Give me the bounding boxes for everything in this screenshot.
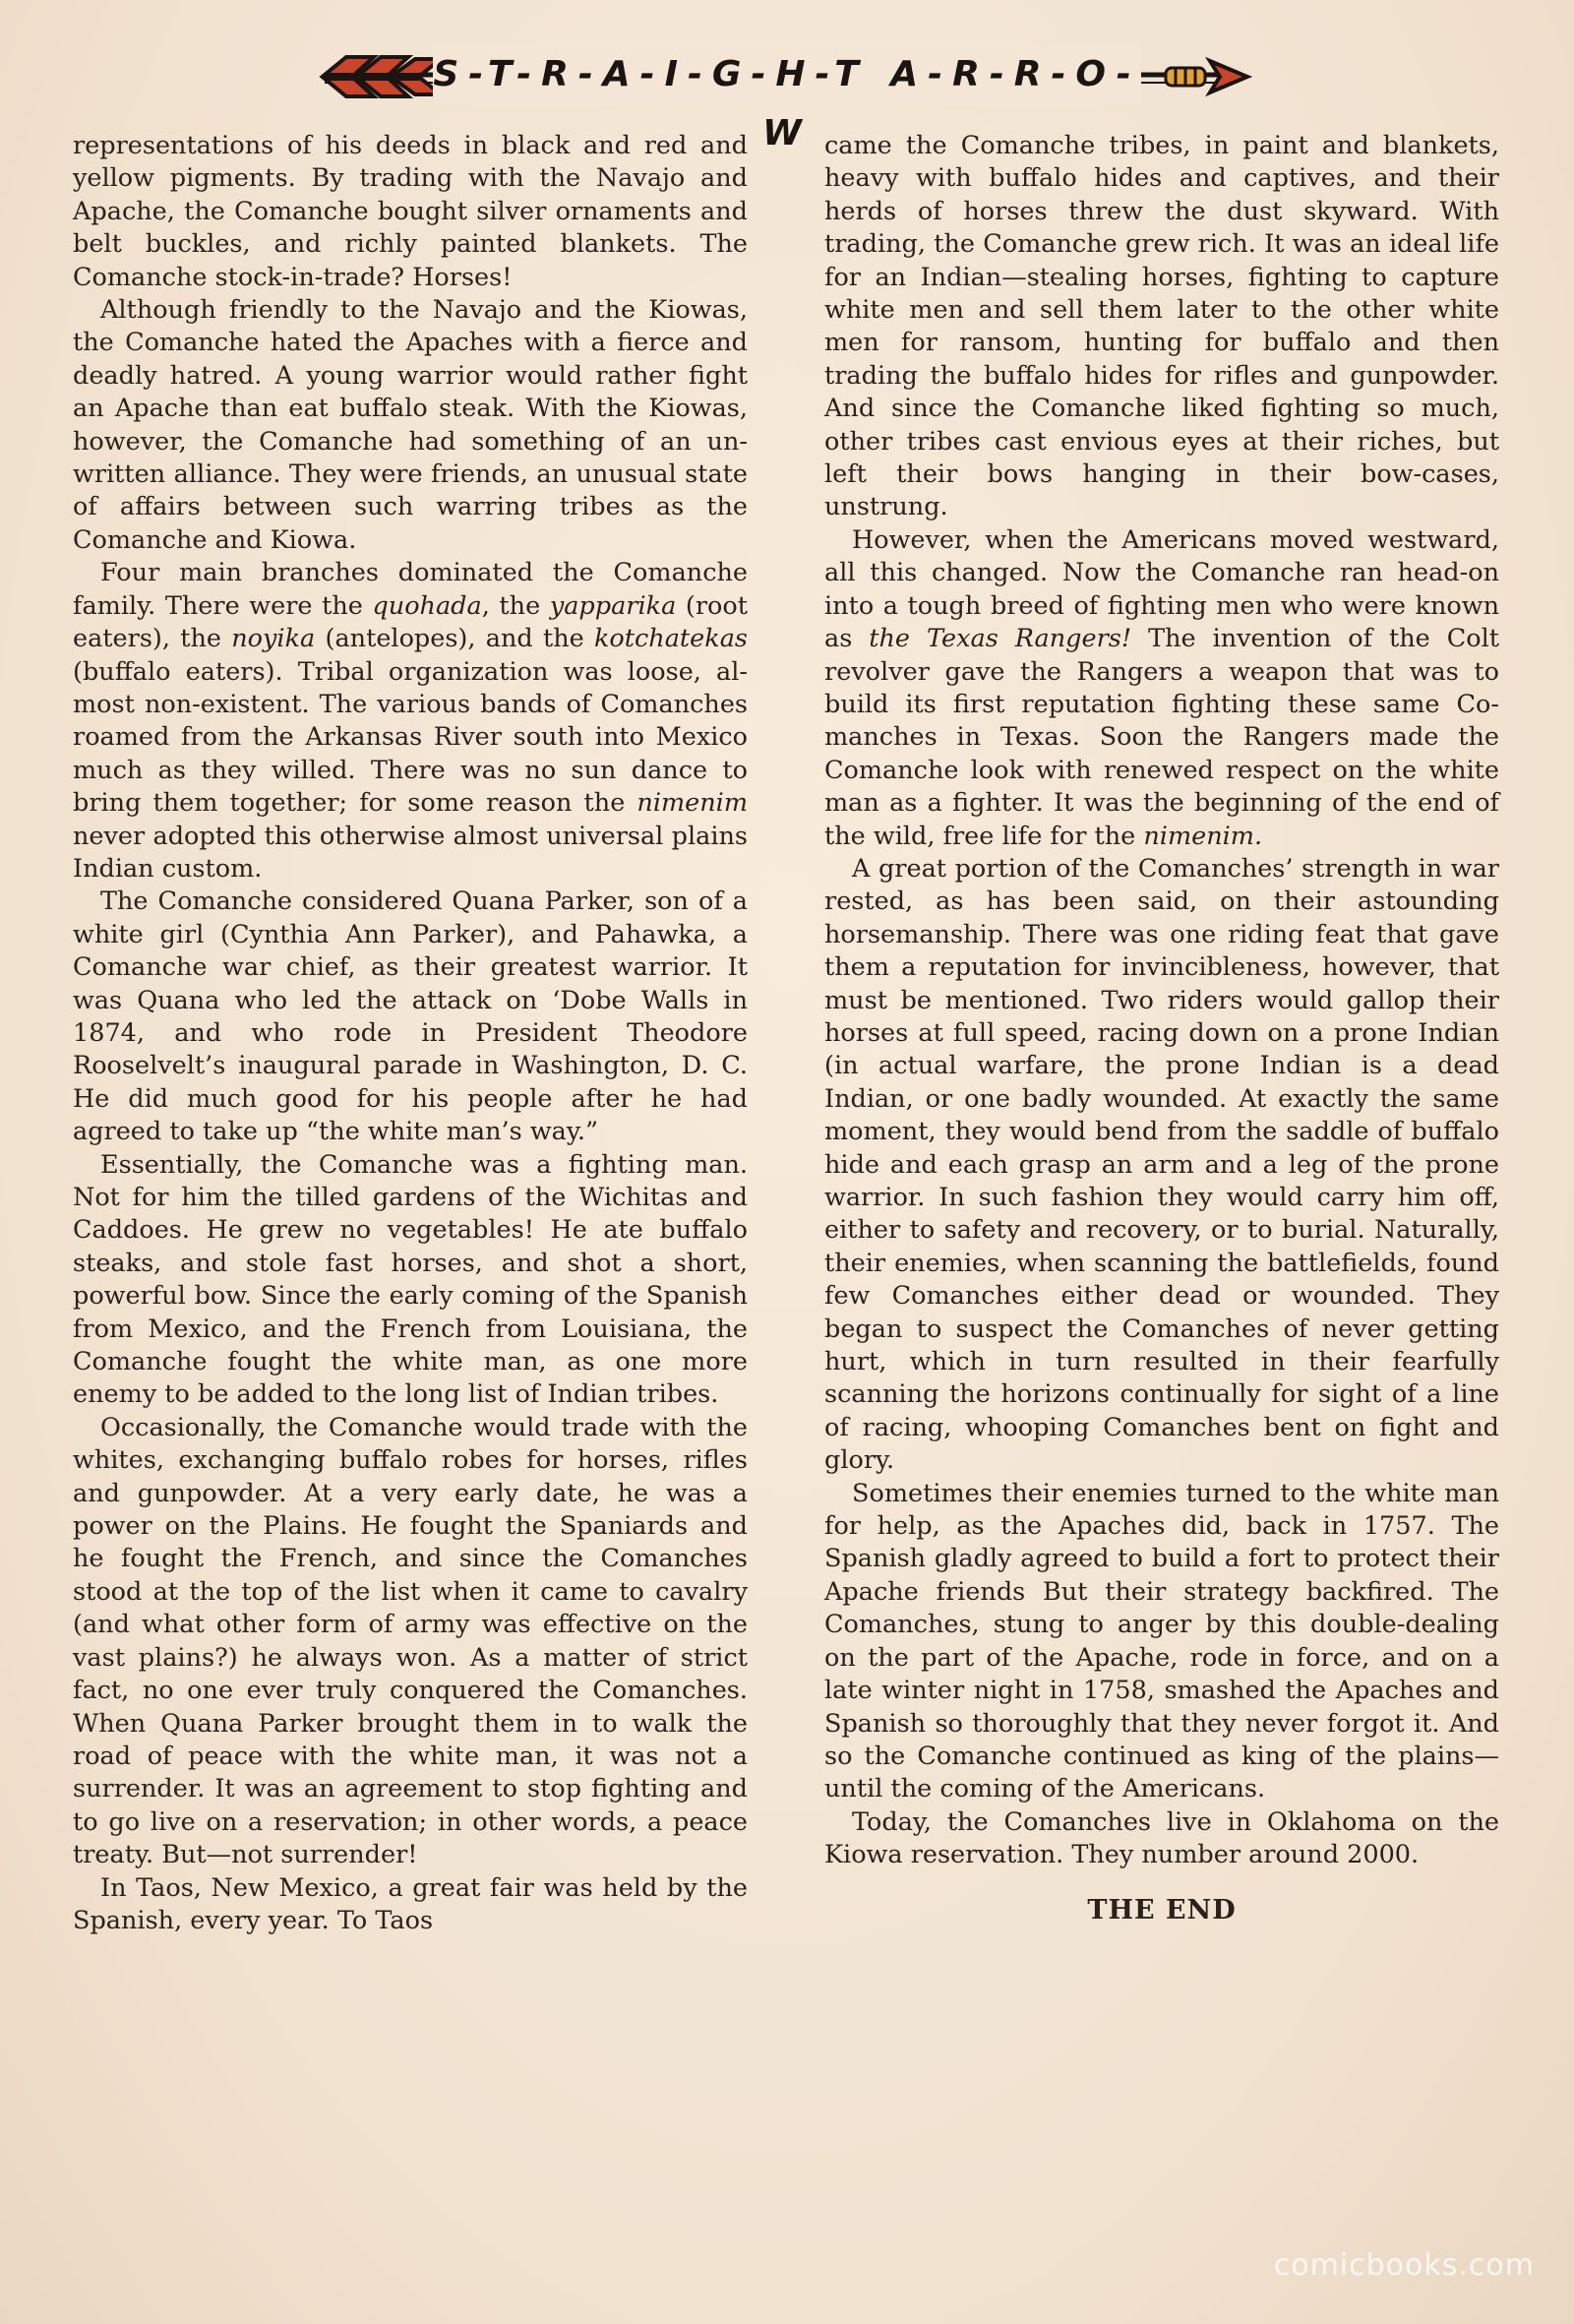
right-column [824, 130, 1499, 1926]
paragraph: In Taos, New Mexico, a great fair was held by the Spanish, every year. To Taos [73, 1872, 748, 1935]
paragraph: Although friendly to the Navajo and the Kiowas, the Comanche hated the Apaches with a fierce and deadly hatred. A young warrior would rather fight an Apache than eat buffalo steak. With the Kiowas, however, the Comanche had something of an unwritten alliance. They were friends, an unusual state of affairs between such warring tribes as the Comanche and Kiowa. [73, 295, 748, 555]
text-run: Four main branches dominated the Comanche family. There were the [73, 558, 748, 621]
text-run: , the [481, 590, 550, 621]
italic-term: nimenim [636, 788, 748, 819]
text-run: However, when the Americans moved westward, all this changed. Now the Comanche ran head-on into a tough breed of fighting men who were known as [824, 524, 1499, 654]
italic-term: yapparika [549, 590, 677, 621]
text-run: (root eaters), the [73, 590, 748, 654]
the-end-label: THE END [1087, 1894, 1237, 1926]
continued-paragraph: representations of his deeds in black and red and yellow pigments. By trading with the Navajo and Apache, the Comanche bought silver ornaments and belt buckles, and richly painted blankets. The Comanche stock-in-trade? Horses! [73, 131, 748, 292]
italic-term: the Texas Rangers! [869, 624, 1132, 654]
italic-term: noyika [231, 624, 316, 654]
text-run: (antelopes), and the [315, 624, 594, 654]
paragraph: The Comanche considered Quana Parker, son of a white girl (Cynthia Ann Parker), and Pahawka, a Comanche war chief, as their greatest warrior. It was Quana who led the attack on ‘Dobe Walls in 1874, and who rode in President Theodore Rooselvelt’s inaugural parade in Washington, D. C. He did much good for his people after he had agreed to take up “the white man’s way.” [73, 887, 748, 1147]
paragraph: Occasionally, the Comanche would trade with the whites, exchanging buffalo robes for horses, rifles and gunpowder. At a very early date, he was a power on the Plains. He fought the Spaniards and he fought the French, and since the Comanches stood at the top of the list when it came to cavalry (and what other form of army was effective on the vast plains?) he always won. As a matter of strict fact, no one ever truly conquered the Comanches. When Quana Parker brought them in to walk the road of peace with the white man, it was not a surrender. It was an agreement to stop fighting and to go live on a reservation; in other words, a peace treaty. But—not surrender! [73, 1412, 748, 1870]
paragraph: Today, the Comanches live in Oklahoma on the Kiowa reservation. They number around 2000. [824, 1806, 1499, 1870]
italic-term: kotchatekas [593, 624, 749, 654]
italic-term: quohada [372, 590, 482, 621]
text-run: never adopted this otherwise almost universal plains Indian custom. [73, 821, 748, 884]
paragraph: A great portion of the Comanches’ strength in war rested, as has been said, on their astounding horsemanship. There was one riding feat that gave them a reputation for invincibleness, however, that must be mentioned. Two riders would gallop their horses at full speed, racing down on a prone Indian (in actual warfare, the prone Indian is a dead Indian, or one badly wounded. At exactly the same moment, they would bend from the saddle of buffalo hide and each grasp an arm and a leg of the prone warrior. In such fashion they would carry him off, either to safety and recovery, or to burial. Naturally, their enemies, when scanning the battlefields, found few Comanches either dead or wounded. They began to suspect the Comanches of never getting hurt, which in turn resulted in their fearfully scanning the horizons continually for sight of a line of racing, whooping Comanches bent on fight and glory. [824, 853, 1499, 1476]
straight-arrow-banner [0, 39, 1574, 153]
paragraph: Essentially, the Comanche was a fighting man. Not for him the tilled gardens of the Wichitas and Caddoes. He grew no vegetables! He ate buffalo steaks, and stole fast horses, and shot a short, powerful bow. Since the early coming of the Spanish from Mexico, and the French from Louisiana, the Comanche fought the white man, as one more enemy to be added to the long list of Indian tribes. [73, 1149, 748, 1410]
watermark: comicbooks.com [1273, 2248, 1535, 2283]
paragraph [73, 557, 748, 886]
continued-paragraph: came the Comanche tribes, in paint and blankets, heavy with buffalo hides and captives, and their herds of horses threw the dust skyward. With trading, the Comanche grew rich. It was an ideal life for an Indian—stealing horses, fighting to capture white men and sell them later to the other white men for ransom, hunting for buffalo and then trading the buffalo hides for rifles and gunpowder. And since the Comanche liked fighting so much, other tribes cast envious eyes at their riches, but left their bows hanging in their bow-cases, unstrung. [824, 131, 1499, 522]
italic-term: nimenim. [1143, 821, 1263, 851]
banner-title: S-T-R-A-I-G-H-T A-R-R-O-W [433, 45, 1141, 104]
left-column [73, 130, 748, 1937]
paragraph: Sometimes their enemies turned to the white man for help, as the Apaches did, back in 1757. The Spanish gladly agreed to build a fort to protect their Apache friends But their strategy backfired. The Comanches, stung to anger by this double-dealing on the part of the Apache, rode in force, and on a late winter night in 1758, smashed the Apaches and Spanish so thoroughly that they never forgot it. And so the Comanche continued as king of the plains—until the coming of the Americans. [824, 1478, 1499, 1804]
text-run: The invention of the Colt revolver gave the Rangers a weapon that was to build its first reputation fighting these same Comanches in Texas. Soon the Rangers made the Comanche look with renewed respect on the white man as a fighter. It was the beginning of the end of the wild, free life for the [824, 624, 1499, 851]
paragraph [824, 524, 1499, 853]
text-run: (buffalo eaters). Tribal organization was loose, almost non-existent. The various bands of Comanches roamed from the Arkansas River south into Mexico much as they willed. There was no sun dance to bring them together; for some reason the [73, 656, 748, 819]
